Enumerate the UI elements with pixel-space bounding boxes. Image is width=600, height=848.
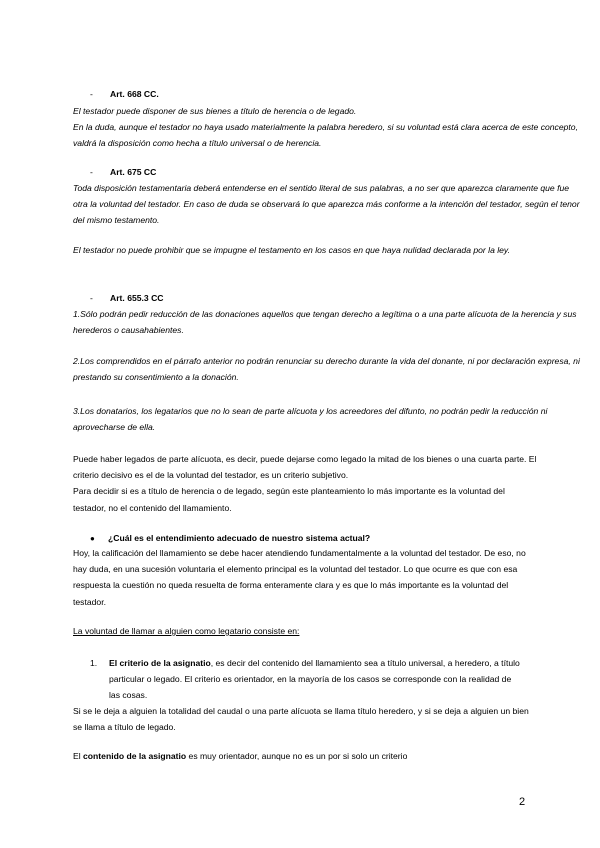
bullet-question-text: ¿Cuál es el entendimiento adecuado de nuestro sistema actual? bbox=[108, 533, 371, 543]
body-paragraph-4: El contenido de la asignatio es muy orientador, aunque no es un por si solo un criterio bbox=[73, 751, 408, 761]
bullet-dot-icon: ● bbox=[90, 534, 95, 543]
list-item-text bbox=[109, 655, 520, 704]
numbered-list-item bbox=[90, 655, 520, 704]
list-item-bold: El criterio de la asignatio bbox=[109, 658, 211, 668]
article-655-heading bbox=[90, 290, 164, 306]
article-675-heading bbox=[90, 164, 156, 180]
dash-bullet: - bbox=[90, 89, 93, 99]
article-668-heading bbox=[90, 86, 159, 102]
article-655-paragraph-3: 3.Los donatarios, los legatarios que no lo sean de parte alícuota y los acreedores del difunto, no podrán pedir la reducción ni aprovecharse de ella. bbox=[73, 406, 548, 433]
article-title: Art. 668 CC. bbox=[110, 89, 159, 99]
article-668-line-1: El testador puede disponer de sus bienes a título de herencia o de legado. bbox=[73, 106, 357, 116]
article-655-paragraph-1: 1.Sólo podrán pedir reducción de las donaciones aquellos que tengan derecho a legítima o a una parte alícuota de la herencia y sus herederos o causahabientes. bbox=[73, 309, 577, 336]
body-paragraph-4-bold: contenido de la asignatio bbox=[83, 751, 187, 761]
dash-bullet: - bbox=[90, 167, 93, 177]
list-number: 1. bbox=[90, 658, 98, 668]
article-675-paragraph-1: Toda disposición testamentaria deberá entenderse en el sentido literal de sus palabras, a no ser que aparezca claramente que fue otra la voluntad del testador. En caso de duda se observará lo que aparezca más conforme a la intención del testador, según el tenor del mismo testamento. bbox=[73, 183, 580, 226]
underlined-heading: La voluntad de llamar a alguien como legatario consiste en: bbox=[73, 626, 300, 636]
article-title: Art. 675 CC bbox=[110, 167, 157, 177]
article-668-line-2: En la duda, aunque el testador no haya usado materialmente la palabra heredero, si su voluntad está clara acerca de este concepto, valdrá la disposición como hecha a título universal o de herencia. bbox=[73, 122, 578, 149]
list-item-rest: , es decir del contenido del llamamiento sea a título universal, a heredero, a título particular o legado. El criterio es orientador, en la mayoría de los casos se corresponde con la realidad de las cosas. bbox=[109, 658, 520, 701]
dash-bullet: - bbox=[90, 293, 93, 303]
article-655-paragraph-2: 2.Los comprendidos en el párrafo anterior no podrán renunciar su derecho durante la vida del donante, ni por declaración expresa, ni prestando su consentimiento a la donación. bbox=[73, 356, 580, 383]
page-number: 2 bbox=[519, 796, 526, 808]
body-paragraph-2: Hoy, la calificación del llamamiento se debe hacer atendiendo fundamentalmente a la voluntad del testador. De eso, no hay duda, en una sucesión voluntaria el elemento principal es la voluntad del testador. Lo que ocurre es que con esa respuesta la cuestión no queda resuelta de forma enteramente clara y es que lo más importante es la voluntad del testador. bbox=[73, 548, 526, 607]
body-paragraph-3: Si se le deja a alguien la totalidad del caudal o una parte alícuota se llama título heredero, y si se deja a alguien un bien se llama a título de legado. bbox=[73, 706, 529, 733]
body-paragraph-1: Puede haber legados de parte alícuota, es decir, puede dejarse como legado la mitad de los bienes o una cuarta parte. El criterio decisivo es el de la voluntad del testador, es un criterio subjetivo. Para decidir si es a título de herencia o de legado, según este planteamiento lo más importante es la voluntad del testador, no el contenido del llamamiento. bbox=[73, 454, 537, 513]
article-title: Art. 655.3 CC bbox=[110, 293, 164, 303]
article-668-text bbox=[73, 103, 583, 152]
article-675-paragraph-2: El testador no puede prohibir que se impugne el testamento en los casos en que haya nulidad declarada por la ley. bbox=[73, 245, 510, 255]
